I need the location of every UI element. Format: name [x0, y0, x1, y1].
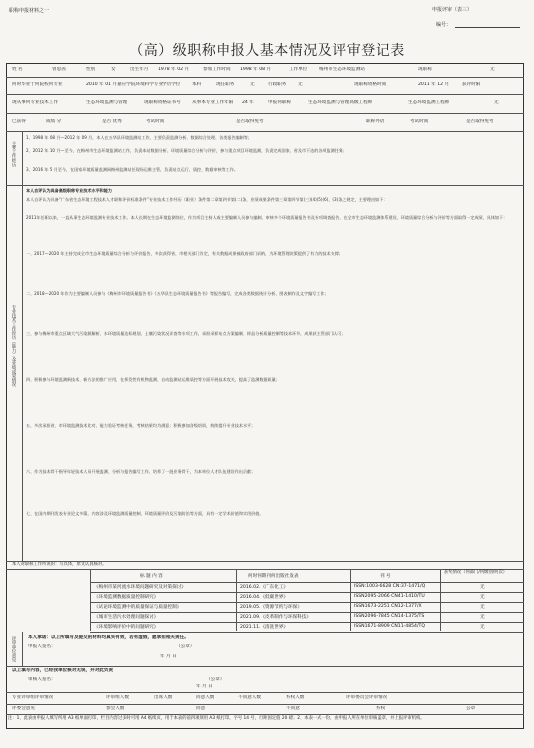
final-label: 评委会意见 [12, 706, 35, 711]
summary-line-1: 本人自评认为具备“广东省生态环境工程技术人才职称评价标准条件”专业技术工作经历（职业）条件第二章第四节第(二)条，业绩成果条件第三章第四节第(三)(4)(5)(6)、(3)条之规定，主要理由如下： [26, 197, 388, 202]
board-label: 专业评审组评审情况 [12, 695, 54, 700]
review-value: 无 [494, 100, 499, 105]
current-title-value: 无 [490, 67, 495, 72]
basic-row-1 [6, 63, 524, 78]
unit-stamp: （公章） [176, 644, 195, 649]
pub-title: 《环境监测数据质量控制研究》 [94, 594, 159, 600]
sex-label: 性别 [86, 67, 96, 72]
form-title: （高）级职称申报人基本情况及评审登记表 [129, 43, 405, 59]
current-post-label: 现任职务 [216, 82, 235, 87]
serial-line [455, 27, 520, 28]
main-duty-line-1: 1、1998 年 08 月—2012 年 09 月，本人在五华县环境监测站工作，主要负责监测分析、数据综合处理、各类报告编制等； [26, 135, 252, 140]
main-duty-line-3: 3、2016 年 5 月至今，在国家环境质量监测网梅州监测站任现场运维主管，负责站点运行、质控、数据审核等工作。 [26, 167, 238, 172]
pub-award: 无 [480, 584, 485, 590]
name-value: 曾思茜 [52, 67, 66, 72]
current-title-label: 现职称 [418, 67, 432, 72]
work-start-value: 1998 年 08 月 [240, 67, 272, 72]
pub-source: 2019.05.《资源节约与环保》 [240, 604, 302, 610]
divider [22, 131, 23, 185]
summary-line-7: 五、多次承担省、市环境监测技术比对、能力验证考核任务，考核结果均为满意；积极参加各级培训，持续提升专业技术水平； [26, 423, 256, 428]
board-col-5: 弃权人数 [286, 695, 305, 700]
final-col-4: 弃权 [376, 706, 386, 711]
years-value: 24 年 [242, 100, 254, 105]
unit-promise: 本人承诺：以上所填写及提交的材料均真实有效，若有虚假，愿承担相关责任。 [28, 635, 189, 640]
sex-value: 女 [111, 67, 116, 72]
board-col-6: 评审委员会评审情况 [346, 695, 388, 700]
board-col-4: 不同意人数 [238, 695, 261, 700]
birth-value: 1978 年 02 月 [158, 67, 190, 72]
assessment-item-4: 是否取得免考 [236, 119, 264, 124]
pub-source: 2016.02.《广东化工》 [240, 584, 289, 590]
pub-award: 无 [480, 614, 485, 620]
apply-value-2: 生态环境监测工程师 [408, 100, 450, 105]
assessment-item-6: 考试时间 [410, 119, 429, 124]
summary-section [6, 185, 524, 562]
cert-label: 现职称资格证书号 [144, 100, 181, 105]
assessment-item-5: 职称外语 [366, 119, 385, 124]
pub-issn: ISSN2095-2066 CN41-1410/TU [354, 593, 425, 599]
assessment-item-7: 是否取得免考 [466, 119, 494, 124]
main-duty-line-2: 2、2012 年 10 月—至今，在梅州市生态环境监测站工作，负责本站数据分析、环境质量综合分析与评价，参与重点项目环境监测，负责完成国家、省及市下达的各项监测任务； [26, 148, 347, 153]
work-start-label: 参加工作时间 [203, 67, 231, 72]
final-row [6, 704, 524, 715]
apply-value: 生态环境监测与管理高级工程师 [308, 100, 373, 105]
applicant-sign-label: 申报人签名： [28, 644, 56, 649]
unit-label: 评审单位意见 [11, 636, 16, 662]
pub-title: 《试论环境监测中的质量保证与质量控制》 [94, 604, 182, 610]
birth-label: 出生年月 [130, 67, 149, 72]
pub-issn: ISSN1671-8909 CN11-4854/TQ [354, 623, 425, 629]
name-label: 姓 名 [12, 67, 23, 72]
assessment-item-2: 是否 优秀 [102, 119, 122, 124]
pub-award: 无 [480, 594, 485, 600]
final-col-3: 不同意 [286, 706, 300, 711]
unit-opinion-section [6, 632, 524, 667]
pub-title: 《环境影响评价中的问题研究》 [94, 624, 159, 630]
summary-line-8: 六、作为技术骨干指导年轻技术人员开展监测、分析与报告编写工作，培养了一批业务骨干，为本单位人才队伍建设作出贡献； [26, 469, 256, 474]
degree-value: 本科 [192, 82, 202, 87]
pub-header-date: 何时何期刊何出版社发表 [248, 574, 299, 579]
employer-label: 工作单位 [289, 67, 308, 72]
assessment-item-3: 考试时间 [146, 119, 165, 124]
reviewer-sign-label: 审核人签名： [28, 677, 56, 682]
verify-stamp: （公章） [206, 677, 225, 682]
verify-section [6, 666, 524, 693]
form-code: 职称申报材料之一 [9, 8, 50, 14]
unit-date: 年 月 日 [160, 654, 177, 659]
pub-header-row [90, 569, 524, 583]
summary-line-9: 七、在国内期刊发表专业论文多篇，内容涉及环境监测质量控制、环境质量评价及污染防治等方面，具有一定学术价值和实用价值。 [26, 511, 264, 516]
admin-label: 行政职务 [268, 82, 287, 87]
divider [22, 632, 23, 666]
verify-text: 以上填写内容，已经我单位核对无误，并对此负责 [12, 668, 114, 673]
prior-value: 生态环境监测与管理 [86, 100, 128, 105]
summary-line-4: 二、2018—2020 年作为主要编制人员参与《梅州市环境质量报告书》《五华县生态环境质量报告书》等报告编写，完成各类数据统计分析、图表制作及文字编写工作； [26, 291, 329, 296]
summary-line-6: 四、积极参与环境监测新技术、新方法的推广应用，在挥发性有机物监测、自动监测站运维质控等方面开展技术攻关，提高了监测数据质量； [26, 377, 280, 382]
pub-issn: ISSN:1003-6628 CN:37-1471/Q [354, 583, 426, 589]
assessment-label: 已获得 [12, 119, 26, 124]
main-duty-label: 主要工作经历 [11, 141, 16, 167]
basic-row-3 [6, 94, 524, 114]
main-duty-section [6, 131, 524, 186]
final-col-1: 参会人数 [106, 706, 125, 711]
board-col-3: 同意人数 [196, 695, 215, 700]
pub-title: 《城市生活污水处理问题探讨》 [94, 614, 159, 620]
origin-label: 何时毕业于何院校何专业 [12, 82, 63, 87]
basic-row-2 [6, 77, 524, 95]
serial-label: 编号： [436, 22, 452, 28]
final-col-5: 公章 [466, 706, 476, 711]
assessment-row [6, 113, 524, 132]
summary-side-label: 专业技术工作经历（能力）及业绩成果情况 [11, 305, 16, 387]
current-post-value: 无 [250, 82, 255, 87]
pub-source: 2021.11.《清洗世界》 [240, 624, 289, 630]
qual-years: 获评时限 [462, 82, 481, 87]
prior-label: 现从事何专业技术工作 [12, 100, 58, 105]
assessment-item-1: 成绩 分 [46, 119, 62, 124]
pub-header-award: 获奖情况（何部门/何级别/何次） [444, 570, 508, 575]
pub-title: 《梅州市某河流水环境问题研究及对策探讨》 [94, 584, 186, 590]
cert-value: 从事本专业工作年限 [192, 100, 234, 105]
pub-award: 无 [480, 604, 485, 610]
apply-label: 申报何职称 [268, 100, 291, 105]
employer-value: 梅州市生态环境监测站 [319, 67, 365, 72]
table-number: 申报评审（表三） [432, 7, 473, 13]
pub-issn: ISSN1673-2251 CN12-1377/X [354, 603, 422, 609]
verify-date: 年 月 日 [196, 684, 213, 689]
degree-label: 学历学位 [162, 82, 181, 87]
pub-header-title: 标 题 内 容 [140, 574, 163, 579]
summary-title: 本人自评认为具备高级职称专业技术水平和能力 [26, 188, 112, 193]
pub-source: 2021.09.《皮革制作与环保科技》 [240, 614, 311, 620]
divider [22, 185, 23, 561]
summary-line-2: 2011年任职以来，一直从事生态环境监测专业技术工作。本人长期在生态环境监测岗位，作为项目主持人或主要编制人员参与编制、审核多个环境质量报告书及专项调查报告，在全市生态环境监测体系建设、环境质量综合分析与评价等方面取得一定成绩，具体如下： [26, 215, 508, 220]
pub-issn: ISSN2096-7845 CN14-1375/TS [354, 613, 425, 619]
board-col-1: 评审组人数 [106, 695, 129, 700]
pub-note: 本人对职称工作所说的：写具体，原文认真核对。 [12, 562, 107, 567]
pub-header-issn: 刊 号 [380, 574, 391, 579]
footnote: 注：1、此表由申报人填写所用 A3 纸单面打印，栏目内容过多时可用 A4 纸续页，用于本表的前四项须用 A3 纸打印，字号 14 号，行距固定值 20 磅；2、本表一式一份，由申报人所在单位审核盖章，并上报评审机构。 [8, 716, 425, 721]
summary-line-3: 一、2017—2020 年主持完成全市生态环境质量综合分析与评价报告，多次获得省、市相关部门肯定，有关数据成果被政府部门采纳，为环境管理决策提供了有力的技术支撑； [26, 251, 343, 256]
board-col-2: 出席人数 [154, 695, 173, 700]
education-value: 2010 年 01 月嘉应学院环境科学专业 [86, 82, 164, 87]
pub-source: 2016.04.《低碳世界》 [240, 594, 289, 600]
pub-award: 无 [480, 624, 485, 630]
qual-value: 2011 年 12 月 [418, 82, 450, 87]
qual-label: 现职称资格时间 [354, 82, 387, 87]
admin-value: 无 [298, 82, 303, 87]
summary-line-5: 三、参与梅州市重点区域大气污染源解析、水环境质量达标规划、土壤污染状况详查等专项工作，承担采样布点方案编制、样品分析质量控制等技术环节，成果获主管部门认可； [26, 331, 346, 336]
final-col-2: 同意 [196, 706, 206, 711]
